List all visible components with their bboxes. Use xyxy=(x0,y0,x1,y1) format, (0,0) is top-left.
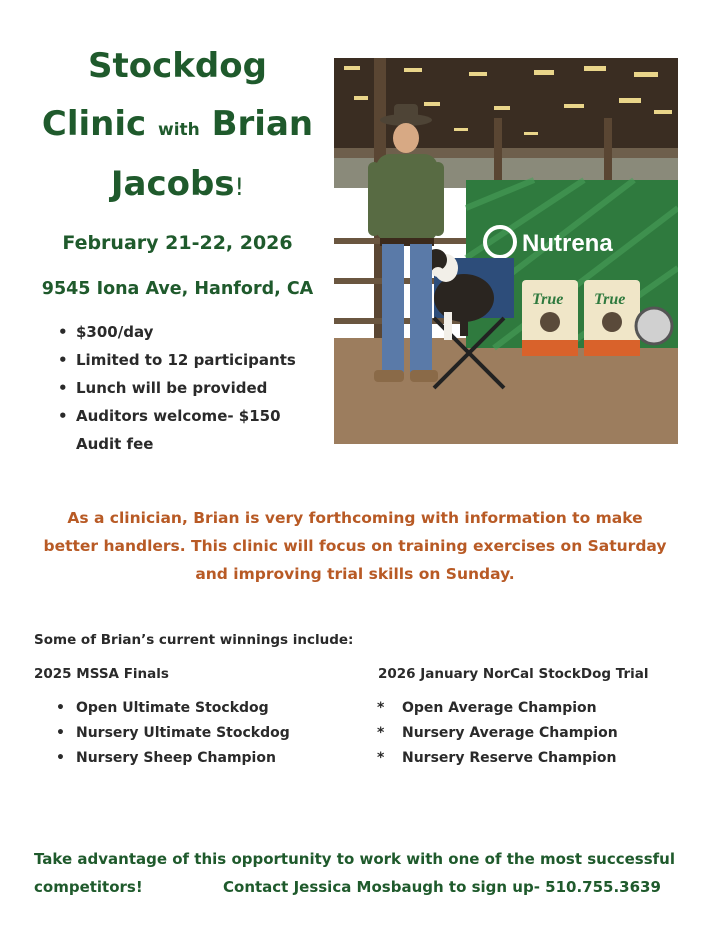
detail-price: • $300/day xyxy=(58,318,318,346)
feed-bag-label-right: True xyxy=(594,291,626,308)
title-exclamation: ! xyxy=(234,173,245,201)
event-date: February 21-22, 2026 xyxy=(62,232,293,254)
title-word-brian: Brian xyxy=(211,104,314,144)
list-item: * Nursery Reserve Champion xyxy=(377,746,618,771)
winnings-col1-heading: 2025 MSSA Finals xyxy=(34,666,169,682)
clinic-description: As a clinician, Brian is very forthcoming with information to make better handlers. This clinic will focus on training exercises on Saturday and improving trial skills on Sunday. xyxy=(43,509,667,583)
feed-bag-label-left: True xyxy=(532,291,564,308)
winnings-col1-list xyxy=(56,696,290,771)
title-word-clinic: Clinic xyxy=(41,104,147,144)
title-word-stockdog: Stockdog xyxy=(88,46,267,86)
list-item: * Open Average Champion xyxy=(377,696,618,721)
list-item: • Nursery Sheep Champion xyxy=(56,746,290,771)
details-list xyxy=(58,318,318,458)
title-line-2 xyxy=(30,104,325,144)
footer-contact: Contact Jessica Mosbaugh to sign up- 510.755.3639 xyxy=(223,878,661,896)
clinician-photo xyxy=(334,58,678,444)
title-line-1 xyxy=(30,46,325,86)
footer-competitors: competitors! xyxy=(34,878,143,896)
title-line-3 xyxy=(30,164,325,204)
winnings-col2-heading: 2026 January NorCal StockDog Trial xyxy=(378,666,649,682)
list-item: • Nursery Ultimate Stockdog xyxy=(56,721,290,746)
detail-auditors: • Auditors welcome- $150 Audit fee xyxy=(58,402,318,458)
winnings-intro: Some of Brian’s current winnings include: xyxy=(34,632,354,648)
title-word-jacobs: Jacobs xyxy=(110,164,235,204)
title-word-with: with xyxy=(158,120,200,140)
winnings-col2-list xyxy=(377,696,618,771)
list-item: • Open Ultimate Stockdog xyxy=(56,696,290,721)
detail-limit: • Limited to 12 participants xyxy=(58,346,318,374)
detail-lunch: • Lunch will be provided xyxy=(58,374,318,402)
list-item: * Nursery Average Champion xyxy=(377,721,618,746)
banner-brand-text: Nutrena xyxy=(522,230,613,257)
event-address: 9545 Iona Ave, Hanford, CA xyxy=(41,279,314,299)
footer-line-1: Take advantage of this opportunity to work with one of the most successful xyxy=(34,850,675,868)
